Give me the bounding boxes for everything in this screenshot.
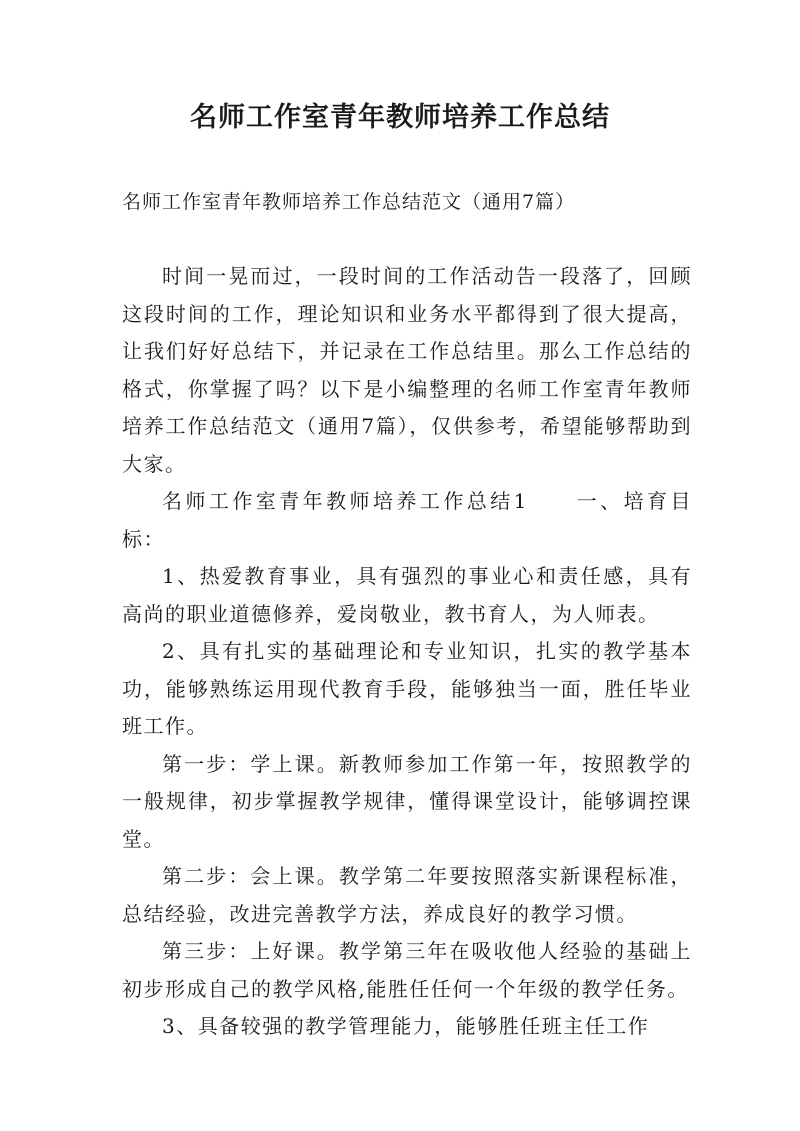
document-body [122,258,692,1046]
paragraph-goal-2: 2、具有扎实的基础理论和专业知识，扎实的教学基本功，能够熟练运用现代教育手段，能够独当一面，胜任毕业班工作。 [122,639,692,738]
paragraph-intro: 时间一晃而过，一段时间的工作活动告一段落了，回顾这段时间的工作，理论知识和业务水平都得到了很大提高，让我们好好总结下，并记录在工作总结里。那么工作总结的格式，你掌握了吗？以下是小编整理的名师工作室青年教师培养工作总结范文（通用7篇），仅供参考，希望能够帮助到大家。 [122,264,692,476]
paragraph-step-1: 第一步：学上课。新教师参加工作第一年，按照教学的一般规律，初步掌握教学规律，懂得课堂设计，能够调控课堂。 [122,751,692,851]
document-subtitle: 名师工作室青年教师培养工作总结范文（通用7篇） [122,191,576,213]
document-title: 名师工作室青年教师培养工作总结 [190,102,610,133]
paragraph-section-heading: 名师工作室青年教师培养工作总结1 一、培育目标： [122,489,692,551]
paragraph-step-2: 第二步：会上课。教学第二年要按照落实新课程标准，总结经验，改进完善教学方法，养成良好的教学习惯。 [122,864,692,926]
paragraph-goal-1: 1、热爱教育事业，具有强烈的事业心和责任感，具有高尚的职业道德修养，爱岗敬业，教书育人，为人师表。 [122,564,692,626]
paragraph-step-3: 第三步：上好课。教学第三年在吸收他人经验的基础上初步形成自己的教学风格,能胜任任何一个年级的教学任务。 [122,939,692,1001]
paragraph-goal-3: 3、具备较强的教学管理能力，能够胜任班主任工作 [162,1014,650,1038]
